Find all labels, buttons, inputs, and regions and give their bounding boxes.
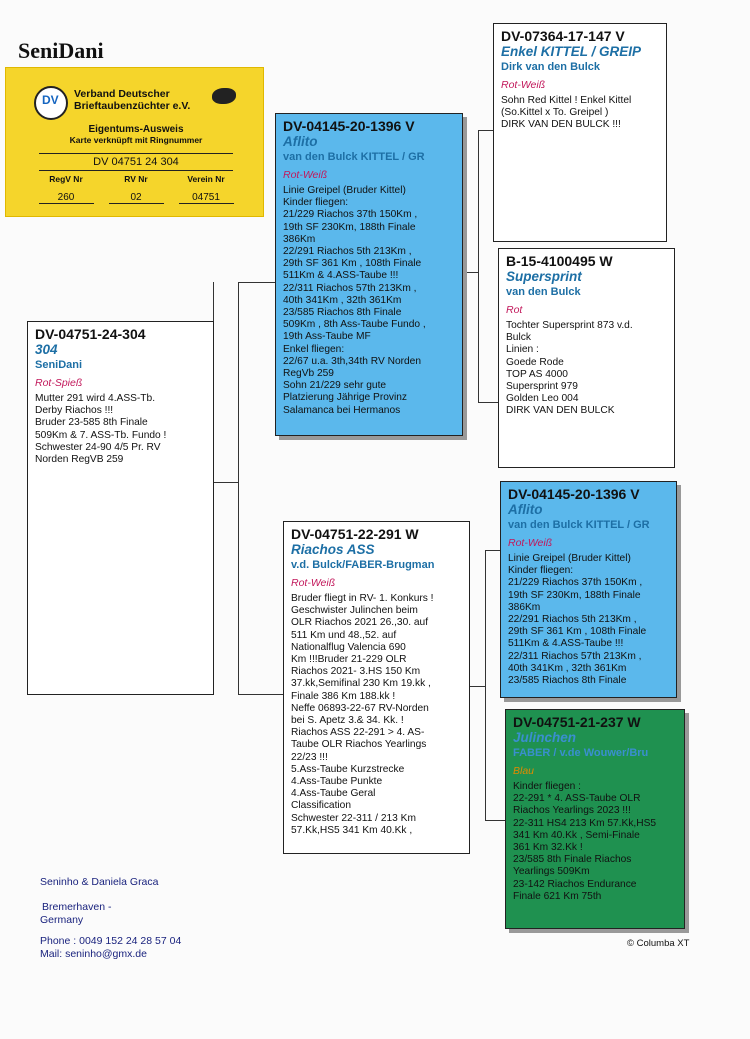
ring-number: DV-04751-22-291 W	[291, 526, 419, 542]
breeder: SeniDani	[35, 359, 83, 371]
father-card	[275, 113, 463, 436]
note-line: 4.Ass-Taube Geral	[291, 788, 376, 800]
pigeon-color: Rot-Weiß	[501, 79, 546, 91]
granddam-paternal-card	[498, 248, 675, 468]
note-line: 23-142 Riachos Endurance	[513, 878, 637, 890]
note-line: Platzierung Jährige Provinz	[283, 392, 408, 404]
pigeon-name: Aflito	[283, 134, 318, 149]
breeder: van den Bulck KITTEL / GR	[283, 151, 425, 163]
pigeon-name: 304	[35, 342, 58, 357]
connector-line	[213, 482, 238, 483]
card-ring-number: DV 04751 24 304	[93, 156, 179, 168]
note-line: Goede Rode	[506, 356, 564, 368]
grandsire-maternal-card	[500, 481, 677, 698]
note-line: 21/229 Riachos 37th 150Km ,	[508, 577, 643, 589]
note-line: Derby Riachos !!!	[35, 405, 114, 417]
pigeon-color: Rot	[506, 304, 523, 316]
note-line: 22/311 Riachos 57th 213Km ,	[508, 650, 642, 662]
note-line: 19th SF 230Km, 188th Finale	[508, 589, 641, 601]
note-line: 509Km & 7. ASS-Tb. Fundo !	[35, 429, 167, 441]
note-line: 22/23 !!!	[291, 751, 328, 763]
granddam-maternal-card	[505, 709, 685, 929]
grandsire-paternal-card	[493, 23, 667, 242]
note-line: 40th 341Km , 32th 361Km	[283, 294, 402, 306]
note-line: DIRK VAN DEN BULCK !!!	[501, 119, 621, 131]
country: Germany	[40, 914, 84, 926]
note-line: 23/585 8th Finale Riachos	[513, 854, 632, 866]
note-line: Linie Greipel (Bruder Kittel)	[508, 553, 631, 564]
pigeon-icon	[212, 88, 236, 104]
breeder: van den Bulck KITTEL / GR	[508, 519, 650, 531]
card-title: Eigentums-Ausweis	[88, 124, 184, 135]
note-line: Linie Greipel (Bruder Kittel)	[283, 185, 406, 196]
note-line: Enkel fliegen:	[283, 343, 345, 355]
note-line: 386Km	[508, 601, 541, 613]
note-line: 511Km & 4.ASS-Taube !!!	[283, 270, 399, 282]
note-line: TOP AS 4000	[506, 368, 568, 380]
note-line: Yearlings 509Km	[513, 866, 590, 878]
breeder: v.d. Bulck/FABER-Brugman	[291, 559, 435, 571]
email: Mail: seninho@gmx.de	[40, 948, 147, 960]
field-label: Verein Nr	[187, 174, 225, 184]
note-line: DIRK VAN DEN BULCK	[506, 405, 615, 417]
note-line: 22/311 Riachos 57th 213Km ,	[283, 282, 417, 294]
ring-number: DV-04145-20-1396 V	[508, 486, 640, 502]
ring-number: DV-04145-20-1396 V	[283, 118, 415, 134]
ring-number: DV-07364-17-147 V	[501, 28, 625, 44]
note-line: 29th SF 361 Km , 108th Finale	[283, 258, 422, 270]
note-line: 386Km	[283, 233, 316, 245]
note-line: Schwester 24-90 4/5 Pr. RV	[35, 441, 161, 453]
note-line: Geschwister Julinchen beim	[291, 605, 418, 617]
note-line: (So.Kittel x To. Greipel )	[501, 107, 609, 119]
note-line: Golden Leo 004	[506, 393, 579, 405]
note-line: Taube OLR Riachos Yearlings	[291, 739, 427, 751]
note-line: Schwester 22-311 / 213 Km	[291, 812, 416, 824]
contact-block	[40, 876, 181, 961]
phone: Phone : 0049 152 24 28 57 04	[40, 935, 182, 947]
note-line: 57.Kk,HS5 341 Km 40.Kk ,	[291, 824, 413, 836]
ownership-card	[5, 67, 264, 217]
connector-line	[238, 694, 283, 695]
note-line: Linien :	[506, 344, 539, 356]
field-label: RV Nr	[124, 174, 148, 184]
note-line: Km !!!Bruder 21-229 OLR	[291, 654, 407, 666]
note-line: Riachos ASS 22-291 > 4. AS-	[291, 727, 425, 739]
breeder: FABER / v.de Wouwer/Bru	[513, 747, 649, 759]
note-line: 511Km & 4.ASS-Taube !!!	[508, 638, 624, 650]
note-line: Sohn Red Kittel ! Enkel Kittel	[501, 95, 632, 106]
connector-line	[470, 686, 485, 687]
pigeon-name: Riachos ASS	[291, 542, 375, 557]
owner-name: Seninho & Daniela Graca	[40, 876, 159, 888]
note-line: 509Km , 8th Ass-Taube Fundo ,	[283, 319, 426, 331]
note-line: Finale 386 Km 188.kk !	[291, 690, 396, 702]
field-value: 04751	[192, 192, 220, 203]
note-line: 22-291 * 4. ASS-Taube OLR	[513, 793, 641, 805]
note-line: Norden RegVB 259	[35, 454, 124, 466]
note-line: OLR Riachos 2021 26.,30. auf	[291, 617, 429, 629]
note-line: Bulck	[506, 332, 531, 344]
note-line: 23/585 Riachos 8th Finale	[283, 307, 402, 319]
note-line: 22/67 u.a. 3th,34th RV Norden	[283, 355, 422, 367]
note-line: 4.Ass-Taube Punkte	[291, 776, 383, 788]
pigeon-color: Blau	[513, 765, 535, 777]
note-line: Bruder 23-585 8th Finale	[35, 417, 148, 429]
connector-line	[238, 282, 239, 694]
note-line: 22/291 Riachos 5th 213Km ,	[508, 614, 637, 626]
card-subtitle: Karte verknüpft mit Ringnummer	[69, 135, 203, 145]
pigeon-name: Enkel KITTEL / GREIP	[501, 44, 642, 59]
city: Bremerhaven -	[42, 901, 112, 913]
connector-line	[485, 550, 500, 551]
ring-number: DV-04751-21-237 W	[513, 714, 641, 730]
subject-card	[27, 321, 214, 695]
note-line: Riachos 2021- 3.HS 150 Km	[291, 666, 421, 678]
note-line: Salamanca bei Hermanos	[283, 404, 401, 416]
pigeon-color: Rot-Spieß	[35, 377, 83, 389]
page-title: SeniDani	[18, 38, 104, 63]
note-line: 37.kk,Semifinal 230 Km 19.kk ,	[291, 678, 431, 690]
note-line: Classification	[291, 800, 352, 812]
note-line: Nationalflug Valencia 690	[291, 641, 406, 653]
field-value: 260	[57, 192, 75, 203]
note-line: Neffe 06893-22-67 RV-Norden	[291, 702, 429, 714]
note-line: Tochter Supersprint 873 v.d.	[506, 320, 633, 331]
connector-line	[478, 130, 493, 131]
note-line: Kinder fliegen :	[513, 781, 581, 792]
pigeon-name: Supersprint	[506, 269, 582, 284]
copyright: © Columba XT	[627, 938, 690, 949]
note-line: Kinder fliegen:	[508, 565, 574, 577]
breeder: Dirk van den Bulck	[501, 61, 601, 73]
note-line: 341 Km 40.Kk , Semi-Finale	[513, 829, 640, 841]
mother-card	[283, 521, 470, 854]
note-line: Supersprint 979	[506, 381, 578, 393]
vdb-logo-icon: DV	[34, 86, 68, 120]
pigeon-color: Rot-Weiß	[291, 577, 336, 589]
note-line: 22-311 HS4 213 Km 57.Kk,HS5	[513, 817, 657, 829]
connector-line	[478, 402, 498, 403]
note-line: 40th 341Km , 32th 361Km	[508, 662, 627, 674]
note-line: Bruder fliegt in RV- 1. Konkurs !	[291, 593, 434, 604]
note-line: 19th Ass-Taube MF	[283, 331, 371, 343]
note-line: Sohn 21/229 sehr gute	[283, 380, 387, 392]
note-line: Kinder fliegen:	[283, 197, 349, 209]
note-line: 21/229 Riachos 37th 150Km ,	[283, 209, 418, 221]
note-line: 19th SF 230Km, 188th Finale	[283, 221, 416, 233]
breeder: van den Bulck	[506, 286, 581, 298]
note-line: RegVb 259	[283, 368, 334, 380]
note-line: bei S. Apetz 3.& 34. Kk. !	[291, 715, 404, 727]
note-line: Finale 621 Km 75th	[513, 890, 602, 902]
pigeon-color: Rot-Weiß	[508, 537, 553, 549]
note-line: Mutter 291 wird 4.ASS-Tb.	[35, 393, 156, 404]
note-line: 22/291 Riachos 5th 213Km ,	[283, 246, 412, 258]
org-name-line2: Brieftaubenzüchter e.V.	[74, 100, 191, 112]
connector-line	[463, 272, 478, 273]
note-line: Riachos Yearlings 2023 !!!	[513, 805, 631, 817]
field-label: RegV Nr	[49, 174, 83, 184]
field-value: 02	[130, 192, 142, 203]
pigeon-color: Rot-Weiß	[283, 169, 328, 181]
note-line: 511 Km und 48.,52. auf	[291, 629, 397, 641]
connector-line	[238, 282, 275, 283]
connector-line	[485, 550, 486, 820]
pigeon-name: Julinchen	[513, 730, 577, 745]
connector-line	[478, 130, 479, 402]
note-line: 23/585 Riachos 8th Finale	[508, 675, 627, 687]
ring-number: B-15-4100495 W	[506, 253, 613, 269]
org-name-line1: Verband Deutscher	[74, 88, 170, 100]
note-line: 5.Ass-Taube Kurzstrecke	[291, 763, 405, 775]
note-line: 361 Km 32.Kk !	[513, 842, 583, 854]
ring-number: DV-04751-24-304	[35, 326, 146, 342]
pigeon-name: Aflito	[508, 502, 543, 517]
connector-line	[485, 820, 505, 821]
note-line: 29th SF 361 Km , 108th Finale	[508, 626, 647, 638]
